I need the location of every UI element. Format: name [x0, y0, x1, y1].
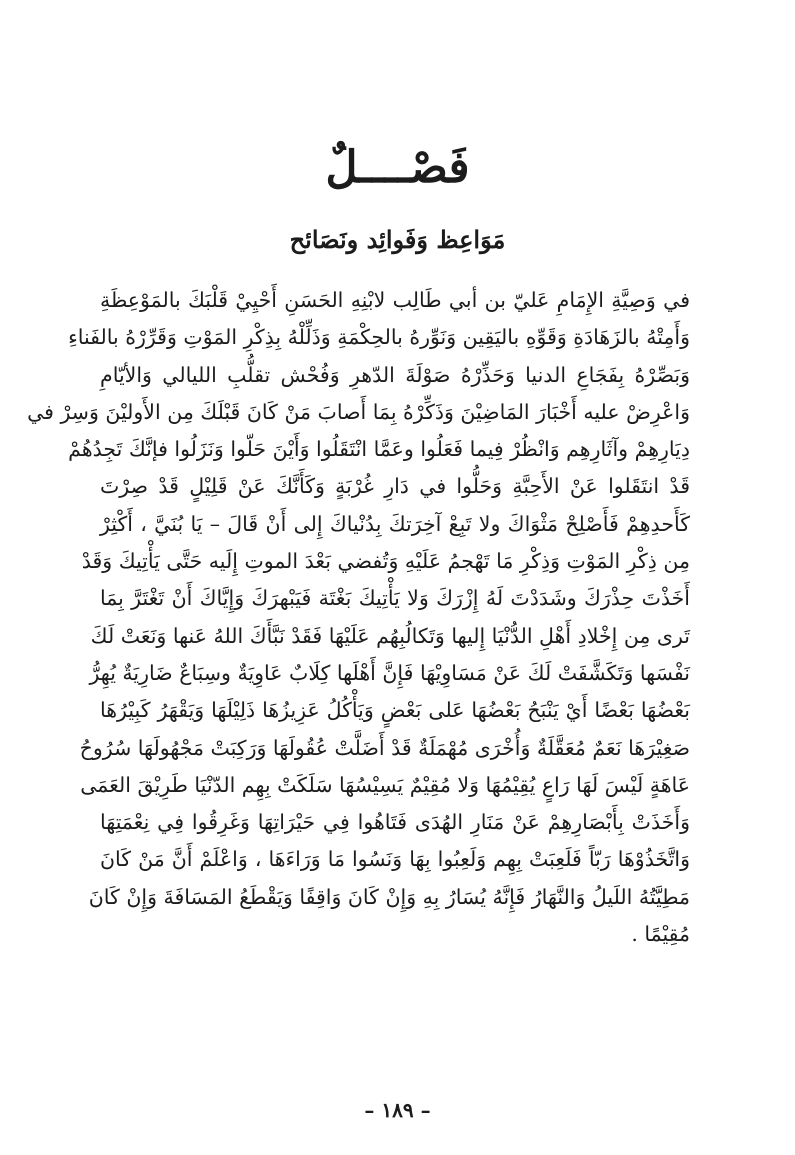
text-line: كَأَحدِهِمْ فَأَصْلِحْ مَثْوَاكَ ولا تَبِعْ آخِرَتكَ بِدُنْياكَ إِلى أَنْ قَالَ – يَا بُنَيَّ ، أَكْثِرْ — [100, 511, 690, 536]
text-line: نَفْسَها وَتَكَشَّفَتْ لَكَ عَنْ مَسَاوِيْهَا فَإِنَّ أَهْلَها كِلَابٌ عَاوِيَةٌ وسِبَاعٌ ضَارِيَةٌ يُهِرُّ — [89, 660, 690, 685]
text-line: دِيَارِهِمْ وآثَارِهِم وَانْظُرْ فِيما فَعَلُوا وعَمَّا انْتَقَلُوا وَأَيْنَ حَلّوا وَنَزَلُوا فإنَّكَ تَجِدُهُمْ — [68, 437, 690, 462]
section-subtitle: مَوَاعِظ وَفَوائِد ونَصَائح — [289, 225, 506, 254]
text-line: وَأَخَذَتْ بِأَبْصَارِهِمْ عَنْ مَنَارِ الهُدَى فَتَاهُوا فِي حَيْرَاتِهَا وَغَرِقُوا فِي نِعْمَتِهَا — [100, 810, 690, 835]
text-line: قَدْ انتَقَلوا عَنْ الأَحِبَّةِ وَحَلُّوا في دَارِ غُرْبَةٍ وَكَأَنَّكَ عَنْ قَلِيْلٍ قَدْ صِرْتَ — [100, 474, 690, 499]
body-text — [27, 282, 690, 953]
text-line: صَغِيْرَهَا نَعَمٌ مُعَقَّلَةٌ وَأُخْرَى مُهْمَلَةٌ قَدْ أَضَلَّتْ عُقُولَهَا وَرَكِبَتْ مَجْهُولَهَا سُرُوحُ — [79, 735, 690, 760]
page-number: – ١٨٩ – — [364, 1098, 431, 1122]
text-line: وَبَصِّرْهُ بِفَجَاعِ الدنيا وَحَذِّرْهُ صَوْلَةَ الدّهرِ وَفُحْش تقلُّبِ الليالي وَالأيّامِ — [100, 362, 690, 387]
chapter-title: فَصْــــلٌ — [325, 142, 470, 193]
text-line: في وَصِيَّةِ الإِمَامِ عَليّ بن أبي طَالِب لابْنِهِ الحَسَنِ أَحْيِيْ قَلْبَكَ بالمَوْعِظَةِ — [100, 288, 690, 312]
text-line: مِن ذِكْرِ المَوْتِ وَذِكْرِ مَا تَهْجمُ عَلَيْهِ وَتُفضي بَعْدَ الموتِ إِلَيه حَتَّى يَأْتِيكَ وَقَدْ — [81, 549, 690, 574]
text-line: وَأَمِتْهُ بالزَهَادَةِ وَقَوِّهِ باليَقِين وَنَوِّرهُ بالحِكْمَةِ وَذَلِّلْهُ بِذِكْرِ المَوْتِ وَقَرِّرْهُ بالفَناءِ — [68, 325, 690, 350]
text-line: وَاتَّخَذُوْهَا رَبّاً فَلَعِبَتْ بِهِم وَلَعِبُوا بِهَا وَنَسُوا مَا وَرَاءَهَا ، وَاعْلَمْ أَنَّ مَنْ كَانَ — [100, 847, 690, 872]
text-line: بَعْضُهَا بَعْضًا أَيْ يَنْبَحُ بَعْضُهَا عَلى بَعْضٍ وَيَأْكُلُ عَزِيزُهَا ذَلِيْلَهَا وَيَقْهَرُ كَبِيْرُهَا — [100, 698, 690, 723]
text-line: تَرى مِن إِخْلادِ أَهْلِ الدُّنْيَا إِليها وَتَكالُبِهُم عَلَيْهَا فَقَدْ نَبَّأَكَ اللهُ عَنها وَنَعَتْ لَكَ — [90, 623, 690, 648]
text-line: مَطِيَّتُهُ اللَيلُ وَالنَّهَارُ فَإِنَّهُ يُسَارُ بِهِ وَإِنْ كَانَ وَاقِفًا وَيَقْطَعُ المَسَافَةَ وَإِنْ كَانَ — [88, 884, 690, 909]
text-line: أَخَذْتَ حِذْرَكَ وشَدَدْتَ لَهُ إِزْرَكَ وَلا يَأْتِيكَ بَغْتَة فَيَبْهرَكَ وَإِيَّاكَ أَنْ تَغْتَرَّ بِمَا — [100, 586, 690, 611]
text-line: عَاهَةٍ لَيْسَ لَهَا رَاعٍ يُقِيْمُهَا وَلا مُقِيْمٌ يَسِيْسُهَا سَلَكَتْ بِهِم الدّنْيَا طَرِيْقَ العَمَى — [80, 772, 690, 797]
text-line: وَاعْرِضْ عليه أَخْبَارَ المَاضِيْنَ وَذَكِّرْهُ بِمَا أَصابَ مَنْ كَانَ قَبْلَكَ مِن الأَوليْنَ وَسِرْ في — [27, 399, 690, 424]
text-line: مُقِيْمًا . — [631, 922, 690, 947]
